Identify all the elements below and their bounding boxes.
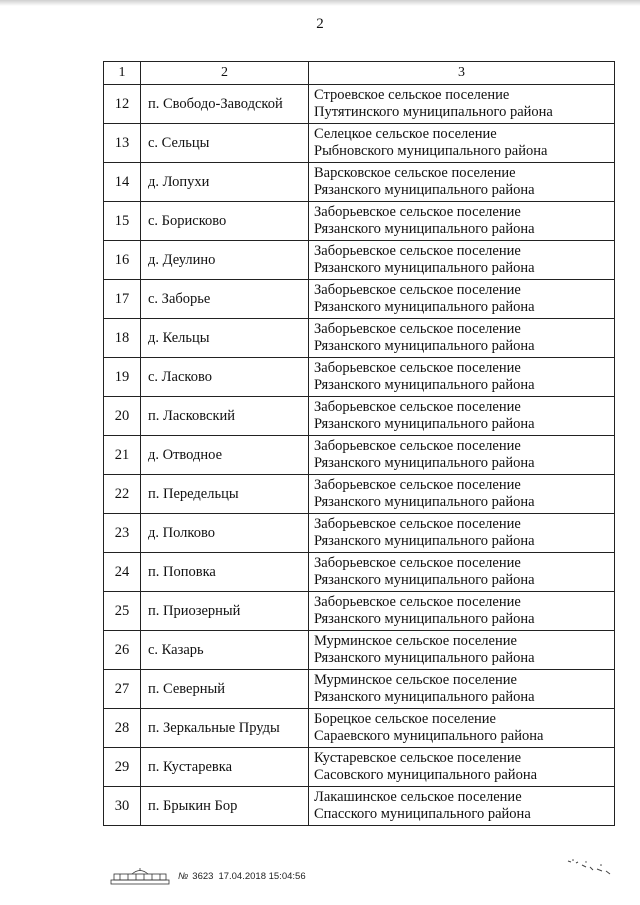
rural-settlement-line: Заборьевское сельское поселение [314,282,521,298]
municipality-cell [309,202,615,241]
municipality-cell [309,436,615,475]
municipality-cell [309,397,615,436]
settlement-name-cell: п. Приозерный [141,592,309,631]
district-line: Рязанского муниципального района [314,533,535,549]
row-number-cell: 22 [104,475,141,514]
rural-settlement-line: Заборьевское сельское поселение [314,399,521,415]
district-line: Рязанского муниципального района [314,416,535,432]
district-line: Рязанского муниципального района [314,299,535,315]
municipality-cell [309,670,615,709]
row-number-cell: 17 [104,280,141,319]
table-row [104,319,615,358]
footer-datetime: 17.04.2018 15:04:56 [218,870,306,882]
row-number-cell: 23 [104,514,141,553]
municipality-cell [309,553,615,592]
rural-settlement-line: Заборьевское сельское поселение [314,516,521,532]
rural-settlement-line: Мурминское сельское поселение [314,672,517,688]
column-header: 1 [104,62,141,85]
municipality-cell [309,319,615,358]
column-header: 2 [141,62,309,85]
row-number-cell: 24 [104,553,141,592]
rural-settlement-line: Лакашинское сельское поселение [314,789,522,805]
district-line: Рязанского муниципального района [314,260,535,276]
settlement-name-cell: п. Свободо-Заводской [141,85,309,124]
government-building-stamp-icon [110,867,170,885]
settlement-name-cell: с. Борисково [141,202,309,241]
row-number-cell: 20 [104,397,141,436]
district-line: Рязанского муниципального района [314,494,535,510]
table-header-row [104,62,615,85]
table-row [104,475,615,514]
settlement-name-cell: с. Заборье [141,280,309,319]
settlement-name-cell: д. Кельцы [141,319,309,358]
district-line: Спасского муниципального района [314,806,531,822]
settlement-name-cell: п. Северный [141,670,309,709]
row-number-cell: 26 [104,631,141,670]
settlement-name-cell: д. Полково [141,514,309,553]
table-row [104,202,615,241]
municipality-cell [309,631,615,670]
settlement-name-cell: п. Зеркальные Пруды [141,709,309,748]
scan-top-edge [0,0,640,6]
municipality-cell [309,592,615,631]
settlement-name-cell: п. Брыкин Бор [141,787,309,826]
settlement-name-cell: п. Кустаревка [141,748,309,787]
municipality-cell [309,85,615,124]
district-line: Рязанского муниципального района [314,611,535,627]
footer-number-sign: № [178,870,189,882]
rural-settlement-line: Селецкое сельское поселение [314,126,497,142]
settlement-name-cell: п. Ласковский [141,397,309,436]
settlement-name-cell: д. Отводное [141,436,309,475]
table-row [104,709,615,748]
row-number-cell: 30 [104,787,141,826]
table-row [104,241,615,280]
document-footer [110,866,306,886]
rural-settlement-line: Заборьевское сельское поселение [314,594,521,610]
rural-settlement-line: Кустаревское сельское поселение [314,750,522,766]
table-row [104,514,615,553]
page-number: 2 [316,16,324,32]
settlement-name-cell: п. Передельцы [141,475,309,514]
rural-settlement-line: Борецкое сельское поселение [314,711,496,727]
rural-settlement-line: Заборьевское сельское поселение [314,438,521,454]
settlement-name-cell: д. Лопухи [141,163,309,202]
row-number-cell: 14 [104,163,141,202]
rural-settlement-line: Заборьевское сельское поселение [314,204,521,220]
settlement-name-cell: п. Поповка [141,553,309,592]
district-line: Путятинского муниципального района [314,104,553,120]
row-number-cell: 21 [104,436,141,475]
footer-registration-number: 3623 [192,870,214,882]
row-number-cell: 12 [104,85,141,124]
table-row [104,280,615,319]
scan-artifact-mark [566,857,616,877]
column-header: 3 [309,62,615,85]
row-number-cell: 27 [104,670,141,709]
district-line: Сараевского муниципального района [314,728,544,744]
municipality-cell [309,163,615,202]
district-line: Рязанского муниципального района [314,689,535,705]
row-number-cell: 25 [104,592,141,631]
municipality-cell [309,358,615,397]
table-row [104,748,615,787]
row-number-cell: 28 [104,709,141,748]
table-row [104,124,615,163]
municipality-cell [309,787,615,826]
settlement-name-cell: с. Сельцы [141,124,309,163]
district-line: Сасовского муниципального района [314,767,538,783]
district-line: Рыбновского муниципального района [314,143,548,159]
rural-settlement-line: Заборьевское сельское поселение [314,477,521,493]
row-number-cell: 13 [104,124,141,163]
district-line: Рязанского муниципального района [314,221,535,237]
rural-settlement-line: Заборьевское сельское поселение [314,555,521,571]
municipality-cell [309,280,615,319]
row-number-cell: 19 [104,358,141,397]
district-line: Рязанского муниципального района [314,182,535,198]
settlement-name-cell: д. Деулино [141,241,309,280]
rural-settlement-line: Мурминское сельское поселение [314,633,517,649]
table-row [104,553,615,592]
municipality-cell [309,514,615,553]
district-line: Рязанского муниципального района [314,572,535,588]
table-row [104,631,615,670]
municipality-cell [309,748,615,787]
settlement-name-cell: с. Ласково [141,358,309,397]
district-line: Рязанского муниципального района [314,377,535,393]
district-line: Рязанского муниципального района [314,650,535,666]
table-row [104,592,615,631]
table-row [104,670,615,709]
row-number-cell: 18 [104,319,141,358]
settlement-name-cell: с. Казарь [141,631,309,670]
rural-settlement-line: Заборьевское сельское поселение [314,321,521,337]
district-line: Рязанского муниципального района [314,338,535,354]
table-row [104,397,615,436]
municipality-cell [309,241,615,280]
rural-settlement-line: Заборьевское сельское поселение [314,243,521,259]
district-line: Рязанского муниципального района [314,455,535,471]
rural-settlement-line: Варсковское сельское поселение [314,165,516,181]
municipality-cell [309,124,615,163]
municipality-cell [309,475,615,514]
rural-settlement-line: Заборьевское сельское поселение [314,360,521,376]
table-row [104,358,615,397]
table-row [104,787,615,826]
settlements-table [103,61,615,826]
row-number-cell: 16 [104,241,141,280]
row-number-cell: 29 [104,748,141,787]
table-row [104,436,615,475]
row-number-cell: 15 [104,202,141,241]
municipality-cell [309,709,615,748]
table-row [104,163,615,202]
table-row [104,85,615,124]
rural-settlement-line: Строевское сельское поселение [314,87,510,103]
